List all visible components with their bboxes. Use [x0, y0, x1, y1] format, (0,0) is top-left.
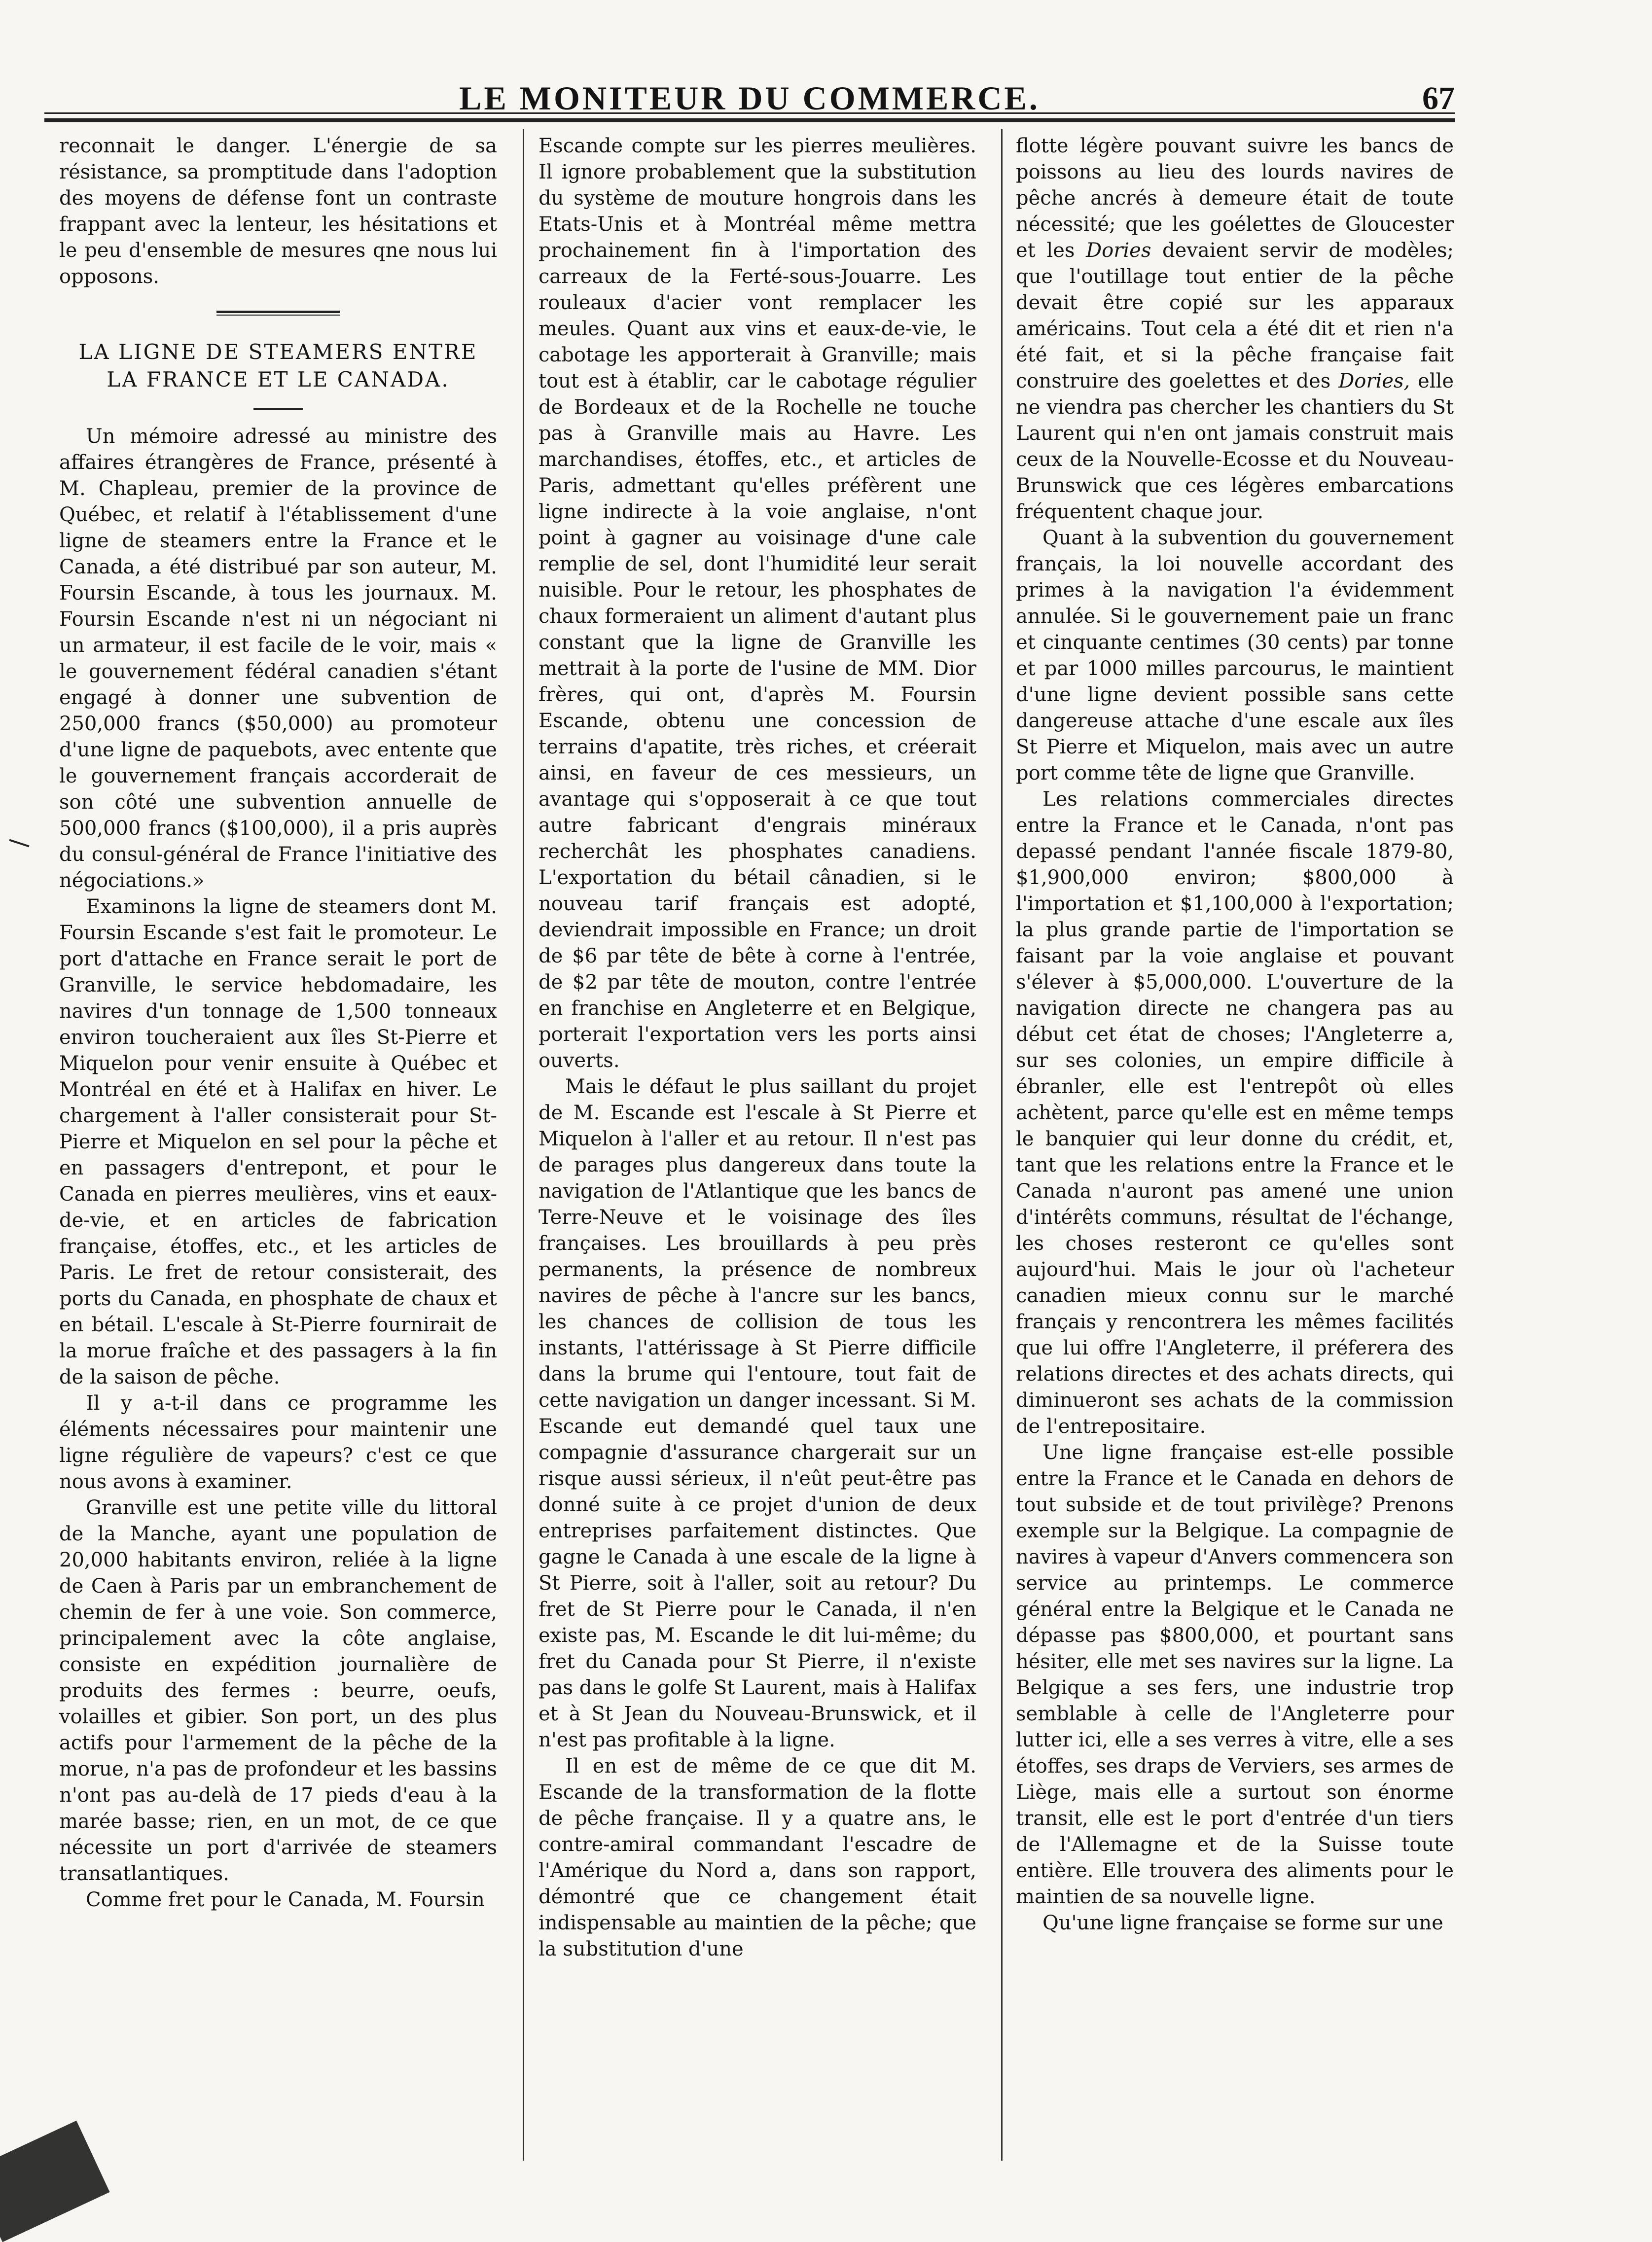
paragraph: Escande compte sur les pierres meulières. Il ignore probablement que la substitution du système de mouture hongrois dans les Etats-Unis et à Montréal même mettra prochainement fin à l'importation des carreaux de la Ferté-sous-Jouarre. Les rouleaux d'acier vont remplacer les meules. Quant aux vins et eaux-de-vie, le cabotage les apporterait à Granville; mais tout est à établir, car le cabotage régulier de Bordeaux et de la Rochelle ne touche pas à Granville mais au Havre. Les marchandises, étoffes, etc., et articles de Paris, admettant qu'elles préfèrent une ligne indirecte à la voie anglaise, n'ont point à gagner au voisinage d'une cale remplie de sel, dont l'humidité leur serait nuisible. Pour le retour, les phosphates de chaux formeraient un aliment d'autant plus constant que la ligne de Granville les mettrait à la porte de l'usine de MM. Dior frères, qui ont, d'après M. Foursin Escande, obtenu une concession de terrains d'apatite, très riches, et créerait ainsi, en faveur de ces messieurs, un avantage qui s'opposerait à ce que tout autre fabricant d'engrais minéraux recherchât les phosphates canadiens. L'exportation du bétail cânadien, si le nouveau tarif français est adopté, deviendrait impossible en France; un droit de $6 par tête de bête à corne à l'entrée, de $2 par tête de mouton, contre l'entrée en franchise en Angleterre et en Belgique, porterait l'exportation vers les ports ainsi ouverts. — [539, 135, 976, 1072]
paragraph: Les relations commerciales directes entre la France et le Canada, n'ont pas depassé pendant l'année fiscale 1879-80, $1,900,000 environ; $800,000 à l'importation et $1,100,000 à l'exportation; la plus grande partie de l'importation se faisant par la voie anglaise et pouvant s'élever à $5,000,000. L'ouverture de la navigation directe ne changera pas au début cet état de choses; l'Angleterre a, sur ses colonies, un empire difficile à ébranler, elle est l'entrepôt où elles achètent, parce qu'elle est en même temps le banquier qui leur donne du crédit, et, tant que les relations entre la France et le Canada n'auront pas amené une union d'intérêts communs, résultat de l'échange, les choses resteront ce qu'elles sont aujourd'hui. Mais le jour où l'acheteur canadien mieux connu sur le marché français y rencontrera les mêmes facilités que lui offre l'Angleterre, il préferera des relations directes et des achats directs, qui diminueront ses achats de la commission de l'entrepositaire. — [1016, 788, 1454, 1438]
paragraph: Comme fret pour le Canada, M. Foursin — [86, 1888, 485, 1911]
column-divider — [523, 129, 524, 2161]
heading-rule — [253, 408, 303, 410]
paragraph: Mais le défaut le plus saillant du projet de M. Escande est l'escale à St Pierre et Miquelon à l'aller et au retour. Il n'est pas de parages plus dangereux dans toute la navigation de l'Atlantique que les bancs de Terre-Neuve et le voisinage des îles françaises. Les brouillards à peu près permanents, la présence de nombreux navires de pêche à l'ancre sur les bancs, les chances de collision de tous les instants, l'attérissage à St Pierre difficile dans la brume qui l'entoure, tout fait de cette navigation un danger incessant. Si M. Escande eut demandé quel taux une compagnie d'assurance chargerait sur un risque aussi sérieux, il n'eût peut-être pas donné suite à ce projet d'union de deux entreprises parfaitement distinctes. Que gagne le Canada à une escale de la ligne à St Pierre, soit à l'aller, soit au retour? Du fret de St Pierre pour le Canada, il n'en existe pas, M. Escande le dit lui-même; du fret du Canada pour St Pierre, il n'existe pas dans le golfe St Laurent, mais à Halifax et à St Jean du Nouveau-Brunswick, et il n'est pas profitable à la ligne. — [539, 1075, 976, 1751]
article-heading: LA LIGNE DE STEAMERS ENTRE LA FRANCE ET LE CANADA. — [78, 340, 478, 391]
paragraph: Quant à la subvention du gouvernement français, la loi nouvelle accordant des primes à la navigation l'a évidemment annulée. Si le gouvernement paie un franc et cinquante centimes (30 cents) par tonne et par 1000 milles parcourus, le maintient d'une ligne devient possible sans cette dangereuse attache d'une escale aux îles St Pierre et Miquelon, mais avec un autre port comme tête de ligne que Granville. — [1016, 527, 1454, 784]
column-divider — [1001, 129, 1003, 2161]
text-run: devaient servir de modèles; que l'outillage tout entier de la pêche devait être copié sur les apparaux américains. Tout cela a été dit et rien n'a été fait, et si la pêche française fait construire des goelettes et des — [1016, 239, 1454, 392]
page-number: 67 — [1422, 80, 1455, 116]
paragraph: Un mémoire adressé au ministre des affaires étrangères de France, présenté à M. Chapleau, premier de la province de Québec, et relatif à l'établissement d'une ligne de steamers entre la France et le Canada, a été distribué par son auteur, M. Foursin Escande, à tous les journaux. M. Foursin Escande n'est ni un négociant ni un armateur, il est facile de le voir, mais « le gouvernement fédéral canadien s'étant engagé à donner une subvention de 250,000 francs ($50,000) au promoteur d'une ligne de paquebots, avec entente que le gouvernement français accorderait de son côté une subvention annuelle de 500,000 francs ($100,000), il a pris auprès du consul-général de France l'initiative des négociations.» — [59, 425, 497, 892]
column-2 — [539, 133, 976, 2155]
paragraph: Il y a-t-il dans ce programme les éléments nécessaires pour maintenir une ligne régulière de vapeurs? c'est ce que nous avons à examiner. — [59, 1392, 497, 1493]
text-run: elle ne viendra pas chercher les chantiers du St Laurent qui n'en ont jamais construit mais ceux de la Nouvelle-Ecosse et du Nouveau-Brunswick que ces légères embarcations fréquentent chaque jour. — [1016, 370, 1454, 523]
italic-term: Dories — [1086, 239, 1151, 262]
header-rule-thick — [44, 118, 1455, 122]
paragraph — [1016, 133, 1454, 525]
column-1 — [59, 133, 497, 2155]
paragraph: Qu'une ligne française se forme sur une — [1042, 1912, 1443, 1934]
paragraph: Granville est une petite ville du littoral de la Manche, ayant une population de 20,000 habitants environ, reliée à la ligne de Caen à Paris par un embranchement de chemin de fer à une voie. Son commerce, principalement avec la côte anglaise, consiste en expédition journalière de produits des fermes : beurre, oeufs, volailles et gibier. Son port, un des plus actifs pour l'armement de la pêche de la morue, n'a pas de profondeur et les bassins n'ont pas au-delà de 17 pieds d'eau à la marée basse; rien, en un mot, de ce que nécessite un port d'arrivée de steamers transatlantiques. — [59, 1496, 497, 1885]
section-separator — [216, 311, 340, 316]
column-3 — [1016, 133, 1454, 2155]
header-rule-thin — [44, 112, 1455, 114]
margin-mark — [9, 839, 29, 848]
paragraph: Une ligne française est-elle possible entre la France et le Canada en dehors de tout subside et de tout privilège? Prenons exemple sur la Belgique. La compagnie de navires à vapeur d'Anvers commencera son service au printemps. Le commerce général entre la Belgique et le Canada ne dépasse pas $800,000, et pourtant sans hésiter, elle met ses navires sur la ligne. La Belgique a ses fers, une industrie trop semblable à celle de l'Angleterre pour lutter ici, elle a ses verres à vitre, elle a ses étoffes, ses draps de Verviers, ses armes de Liège, mais elle a surtout son énorme transit, elle est le port d'entrée d'un tiers de l'Allemagne et de la Suisse toute entière. Elle trouvera des aliments pour le maintien de sa nouvelle ligne. — [1016, 1441, 1454, 1908]
paragraph: Il en est de même de ce que dit M. Escande de la transformation de la flotte de pêche française. Il y a quatre ans, le contre-amiral commandant l'escadre de l'Amérique du Nord a, dans son rapport, démontré que ce changement était indispensable au maintien de la pêche; que la substitution d'une — [539, 1755, 976, 1960]
text-run: flotte légère pouvant suivre les bancs de poissons au lieu des lourds navires de pêche ancrés à demeure était de toute nécessité; que les goélettes de Gloucester et les — [1016, 135, 1454, 262]
paragraph: reconnait le danger. L'énergie de sa résistance, sa promptitude dans l'adoption des moyens de défense font un contraste frappant avec la lenteur, les hésitations et le peu d'ensemble de mesures qne nous lui opposons. — [59, 135, 497, 288]
publication-title: LE MONITEUR DU COMMERCE. — [459, 79, 1040, 117]
italic-term: Dories, — [1338, 370, 1410, 392]
paragraph: Examinons la ligne de steamers dont M. Foursin Escande s'est fait le promoteur. Le port d'attache en France serait le port de Granville, le service hebdomadaire, les navires d'un tonnage de 1,500 tonneaux environ toucheraient aux îles St-Pierre et Miquelon pour venir ensuite à Québec et Montréal en été et à Halifax en hiver. Le chargement à l'aller consisterait pour St-Pierre et Miquelon en sel pour la pêche et en passagers d'entrepont, et pour le Canada en pierres meulières, vins et eaux-de-vie, et en articles de fabrication française, étoffes, etc., et les articles de Paris. Le fret de retour consisterait, des ports du Canada, en phosphate de chaux et en bétail. L'escale à St-Pierre fournirait de la morue fraîche et des passagers à la fin de la saison de pêche. — [59, 895, 497, 1388]
